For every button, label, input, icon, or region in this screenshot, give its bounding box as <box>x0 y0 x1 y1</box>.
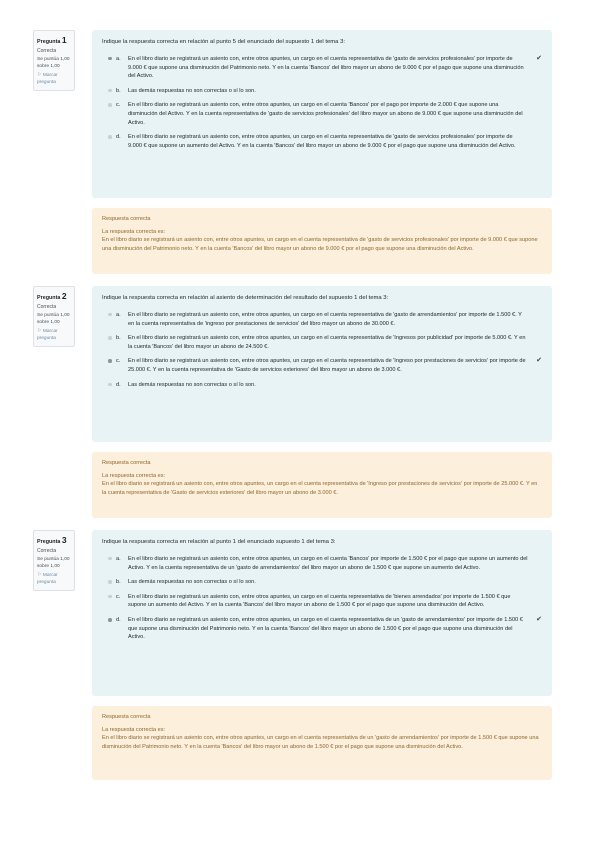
question-info <box>33 286 75 347</box>
radio-icon[interactable] <box>108 383 112 387</box>
radio-icon[interactable] <box>108 618 112 622</box>
question-content <box>92 530 552 696</box>
radio-icon[interactable] <box>108 595 112 599</box>
feedback-title: Respuesta correcta <box>102 460 151 466</box>
question-grade: Se puntúa 1,00 sobre 1,00 <box>37 57 70 69</box>
answer-option[interactable] <box>102 133 542 150</box>
question-label: Pregunta <box>37 539 61 545</box>
answer-option[interactable] <box>102 616 542 642</box>
radio-icon[interactable] <box>108 580 112 584</box>
answer-letter: b. <box>116 579 121 586</box>
feedback-text: La respuesta correcta es: En el libro diario se registrará un asiento con, entre otros apuntes, un cargo en el cuenta representativa de 'gasto de servicios profesionales' por importe de 9.000 € que supone una disminución del Patrimonio neto. Y en la cuenta 'Bancos' del libro mayor un abono de 9.000 € por el pago que supone una disminución del Activo. <box>102 228 538 252</box>
answer-letter: d. <box>116 134 121 141</box>
feedback-box <box>92 706 552 780</box>
check-icon: ✔ <box>536 54 542 62</box>
flag-label: Marcar pregunta <box>37 329 58 341</box>
answer-letter: a. <box>116 555 121 562</box>
answer-letter: c. <box>116 593 121 600</box>
radio-icon[interactable] <box>108 359 112 363</box>
answer-option[interactable] <box>102 357 542 374</box>
answer-option[interactable] <box>102 381 542 390</box>
question-content <box>92 286 552 442</box>
answer-option[interactable] <box>102 101 542 127</box>
feedback-title: Respuesta correcta <box>102 714 151 720</box>
question-number <box>37 290 71 303</box>
question-state: Correcta <box>37 547 57 554</box>
answer-option[interactable] <box>102 555 542 572</box>
answer-option[interactable] <box>102 593 542 610</box>
flag-label: Marcar pregunta <box>37 73 58 85</box>
answer-option[interactable] <box>102 87 542 96</box>
question-grade: Se puntúa 1,00 sobre 1,00 <box>37 557 70 569</box>
answer-letter: d. <box>116 381 121 388</box>
answer-text: En el libro diario se registrará un asiento con, entre otros apuntes, un cargo en el cuenta representativa de 'Ingreso por prestaciones de servicios' por importe de 25.000 €. Y en la cuenta representativa de 'Gasto de servicios exteriores' del libro mayor un abono de 3.000 €. <box>128 358 526 374</box>
question-num: 2 <box>61 291 67 301</box>
question-info <box>33 530 75 591</box>
question-label: Pregunta <box>37 39 61 45</box>
question-text: Indique la respuesta correcta en relación al asiento de determinación del resultado del supuesto 1 del tema 3: <box>102 295 389 301</box>
question-text: Indique la respuesta correcta en relación al punto 5 del enunciado del supuesto 1 del tema 3: <box>102 39 345 45</box>
feedback-box <box>92 208 552 274</box>
radio-icon[interactable] <box>108 557 112 561</box>
radio-icon[interactable] <box>108 336 112 340</box>
radio-icon[interactable] <box>108 135 112 139</box>
check-icon: ✔ <box>536 357 542 365</box>
question-num: 3 <box>61 535 67 545</box>
flag-question-link[interactable] <box>37 328 71 342</box>
radio-icon[interactable] <box>108 313 112 317</box>
feedback-title: Respuesta correcta <box>102 216 151 222</box>
question-label: Pregunta <box>37 295 61 301</box>
question-num: 1 <box>61 35 67 45</box>
check-icon: ✔ <box>536 616 542 624</box>
answer-text: Las demás respuestas no son correctas o sí lo son. <box>128 579 256 586</box>
answer-text: En el libro diario se registrará un asiento con, entre otros apuntes, un cargo en el cuenta representativa de 'gasto de servicios profesionales' por importe de 9.000 € que supone un aumento del Activo. Y en la cuenta 'Bancos' del libro mayor un abono de 9.000 € por el pago que supone una disminución del Activo. <box>128 134 516 150</box>
feedback-box <box>92 452 552 518</box>
question-info <box>33 30 75 91</box>
answer-list <box>102 55 542 151</box>
answer-letter: b. <box>116 335 121 342</box>
question-state: Correcta <box>37 303 57 310</box>
question-grade: Se puntúa 1,00 sobre 1,00 <box>37 313 70 325</box>
answer-text: Las demás respuestas no son correctas o sí lo son. <box>128 87 256 94</box>
flag-icon: ⚐ <box>37 328 42 335</box>
answer-text: Las demás respuestas no son correctas o sí lo son. <box>128 381 256 388</box>
question-number <box>37 34 71 47</box>
answer-letter: c. <box>116 358 121 365</box>
flag-icon: ⚐ <box>37 572 42 579</box>
answer-option[interactable] <box>102 334 542 351</box>
answer-letter: a. <box>116 311 121 318</box>
flag-question-link[interactable] <box>37 572 71 586</box>
feedback-text: La respuesta correcta es: En el libro diario se registrará un asiento con, entre otros apuntes, un cargo en el cuenta representativa de 'Ingreso por prestaciones de servicios' por importe de 25.000 €. Y en la cuenta representativa de 'Gasto de servicios exteriores' del libro mayor un abono de 3.000 €. <box>102 472 538 496</box>
answer-text: En el libro diario se registrará un asiento con, entre otros apuntes, un cargo en el cuenta representativa de 'bienes arrendados' por importe de 1.500 € que supone un aumento del Activo. Y en la cuenta 'Bancos' del libro mayor un abono de 1.500 € por el pago que supone una disminución del Activo. <box>128 593 511 609</box>
question-content <box>92 30 552 198</box>
answer-list <box>102 311 542 390</box>
answer-text: En el libro diario se registrará un asiento con, entre otros apuntes, un cargo en el cuenta representativa de un 'gasto de arrendamientos' por importe de 1.500 € que supone una disminución del Patrimonio neto. Y en la cuenta 'Bancos' del libro mayor un abono de 1.500 € por el pago que supone una disminución del Activo. <box>128 617 523 641</box>
answer-letter: c. <box>116 102 121 109</box>
answer-option[interactable] <box>102 311 542 328</box>
question-number <box>37 534 71 547</box>
answer-letter: b. <box>116 87 121 94</box>
answer-text: En el libro diario se registrará un asiento con, entre otros apuntes, un cargo en el cuenta representativa de 'gasto de arrendamientos' por importe de 1.500 €. Y en la cuenta representativa de 'ingreso por prestaciones de servicios' del libro mayor un abono de 30.000 €. <box>128 311 522 327</box>
answer-list <box>102 555 542 642</box>
answer-letter: a. <box>116 55 121 62</box>
answer-letter: d. <box>116 617 121 624</box>
answer-text: En el libro diario se registrará un asiento con, entre otros apuntes, un cargo en el cuenta representativa de 'Ingresos por publicidad' por importe de 5.000 €. Y en la cuenta 'Bancos' del libro mayor un abono de 24.500 €. <box>128 335 526 350</box>
answer-option[interactable] <box>102 55 542 81</box>
radio-icon[interactable] <box>108 57 112 61</box>
flag-icon: ⚐ <box>37 72 42 79</box>
question-state: Correcta <box>37 47 57 54</box>
radio-icon[interactable] <box>108 103 112 107</box>
radio-icon[interactable] <box>108 89 112 93</box>
flag-question-link[interactable] <box>37 72 71 86</box>
answer-text: En el libro diario se registrará un asiento con, entre otros apuntes, un cargo en el cuenta representativa de 'gasto de servicios profesionales' por importe de 9.000 € que supone una disminución del Patrimonio neto. Y en la cuenta 'Bancos' del libro mayor un abono de 9.000 € por el pago que supone una disminución del Activo. <box>128 55 524 80</box>
question-text: Indique la respuesta correcta en relación al punto 1 del enunciado supuesto 1 del tema 3: <box>102 539 336 545</box>
answer-option[interactable] <box>102 578 542 587</box>
flag-label: Marcar pregunta <box>37 573 58 585</box>
answer-text: En el libro diario se registrará un asiento con, entre otros apuntes, un cargo en el cuenta 'Bancos' por el pago por importe de 2.000 € que supone una disminución del Activo. Y en la cuenta representativa de 'gasto de servicios profesionales' del libro mayor un abono de 9.000 € que supone una disminución del Activo. <box>128 102 523 126</box>
feedback-text: La respuesta correcta es: En el libro diario se registrará un asiento con, entre otros apuntes, un cargo en el cuenta representativa de un 'gasto de arrendamientos' por importe de 1.500 € que supone una disminución del Patrimonio neto. Y en la cuenta 'Bancos' del libro mayor un abono de 1.500 € por el pago que supone una disminución del Activo. <box>102 726 539 750</box>
answer-text: En el libro diario se registrará un asiento con, entre otros apuntes, un cargo en el cuenta 'Bancos' por importe de 1.500 € por el pago que supone un aumento del Activo. Y en la cuenta representativa de un 'gasto de arrendamientos' del libro mayor un abono de 1.500 € que supone un aumento del Activo. <box>128 555 528 571</box>
